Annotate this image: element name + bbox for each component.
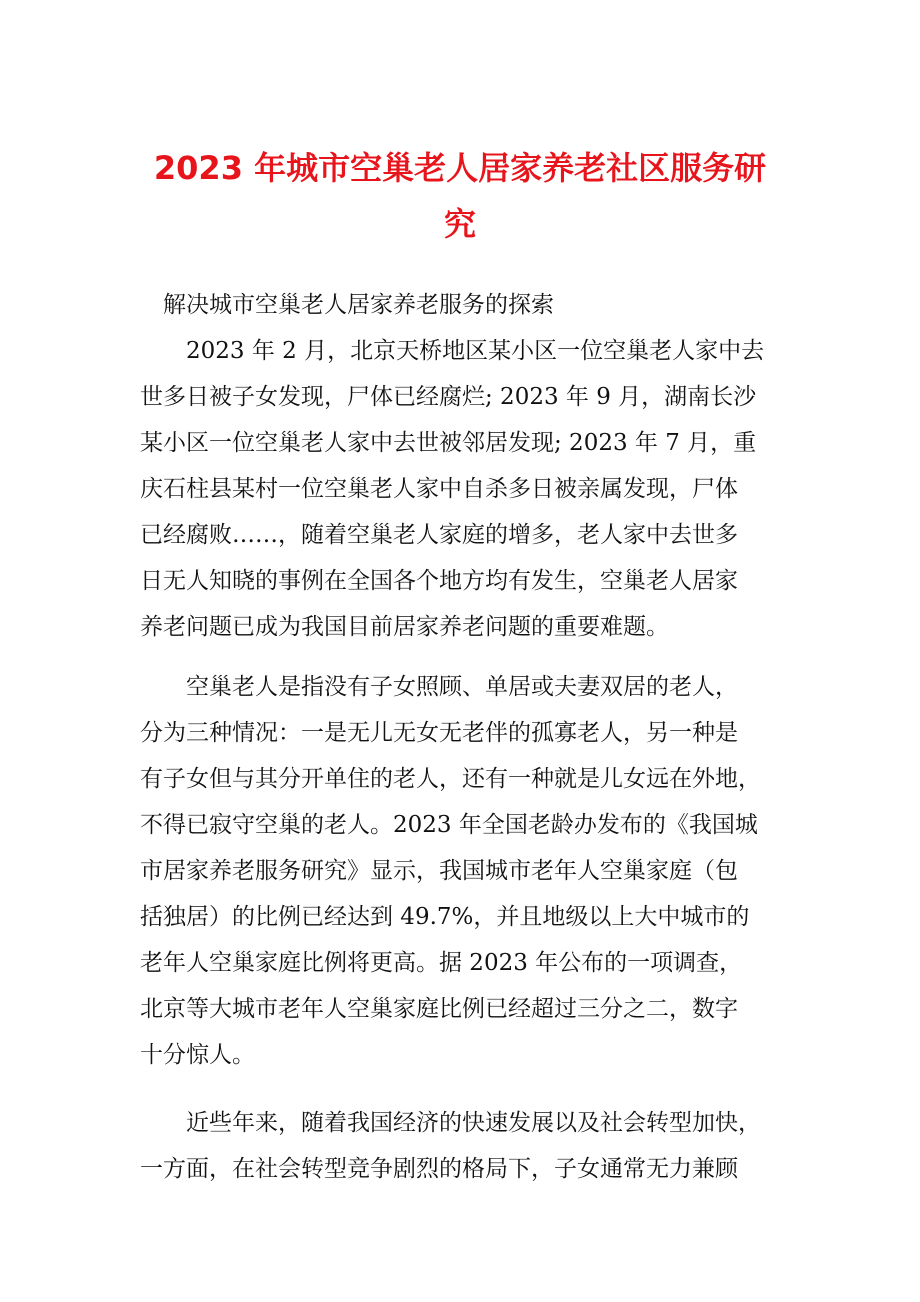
paragraph-line: 某小区一位空巢老人家中去世被邻居发现; 2023 年 7 月，重 [140,430,757,456]
paragraph-3 [140,1100,782,1192]
paragraph-line: 近些年来，随着我国经济的快速发展以及社会转型加快， [186,1110,761,1136]
document-title [140,140,780,252]
paragraph-line: 括独居）的比例已经达到 49.7%，并且地级以上大中城市的 [140,904,750,930]
paragraph-line: 养老问题已成为我国目前居家养老问题的重要难题。 [140,614,669,640]
paragraph-line: 2023 年 2 月，北京天桥地区某小区一位空巢老人家中去 [186,338,765,364]
paragraph-2 [140,664,782,1078]
paragraph-line: 空巢老人是指没有子女照顾、单居或夫妻双居的老人， [186,674,738,700]
title-line-2: 究 [443,205,476,243]
paragraph-line: 北京等大城市老年人空巢家庭比例已经超过三分之二，数字 [140,996,738,1022]
paragraph-line: 分为三种情况：一是无儿无女无老伴的孤寡老人，另一种是 [140,720,738,746]
paragraph-line: 世多日被子女发现，尸体已经腐烂; 2023 年 9 月，湖南长沙 [140,384,757,410]
paragraph-line: 老年人空巢家庭比例将更高。据 2023 年公布的一项调查， [140,950,743,976]
paragraph-line: 不得已寂守空巢的老人。2023 年全国老龄办发布的《我国城 [140,812,758,838]
paragraph-line: 日无人知晓的事例在全国各个地方均有发生，空巢老人居家 [140,568,738,594]
paragraph-line: 有子女但与其分开单住的老人，还有一种就是儿女远在外地， [140,766,761,792]
paragraph-line: 一方面，在社会转型竞争剧烈的格局下，子女通常无力兼顾 [140,1156,738,1182]
paragraph-line: 已经腐败……，随着空巢老人家庭的增多，老人家中去世多 [140,522,738,548]
document-subtitle: 解决城市空巢老人居家养老服务的探索 [163,292,554,318]
paragraph-line: 庆石柱县某村一位空巢老人家中自杀多日被亲属发现，尸体 [140,476,738,502]
paragraph-1 [140,328,782,650]
title-line-1: 2023 年城市空巢老人居家养老社区服务研 [153,149,767,187]
paragraph-line: 十分惊人。 [140,1042,255,1068]
paragraph-line: 市居家养老服务研究》显示，我国城市老年人空巢家庭（包 [140,858,738,884]
